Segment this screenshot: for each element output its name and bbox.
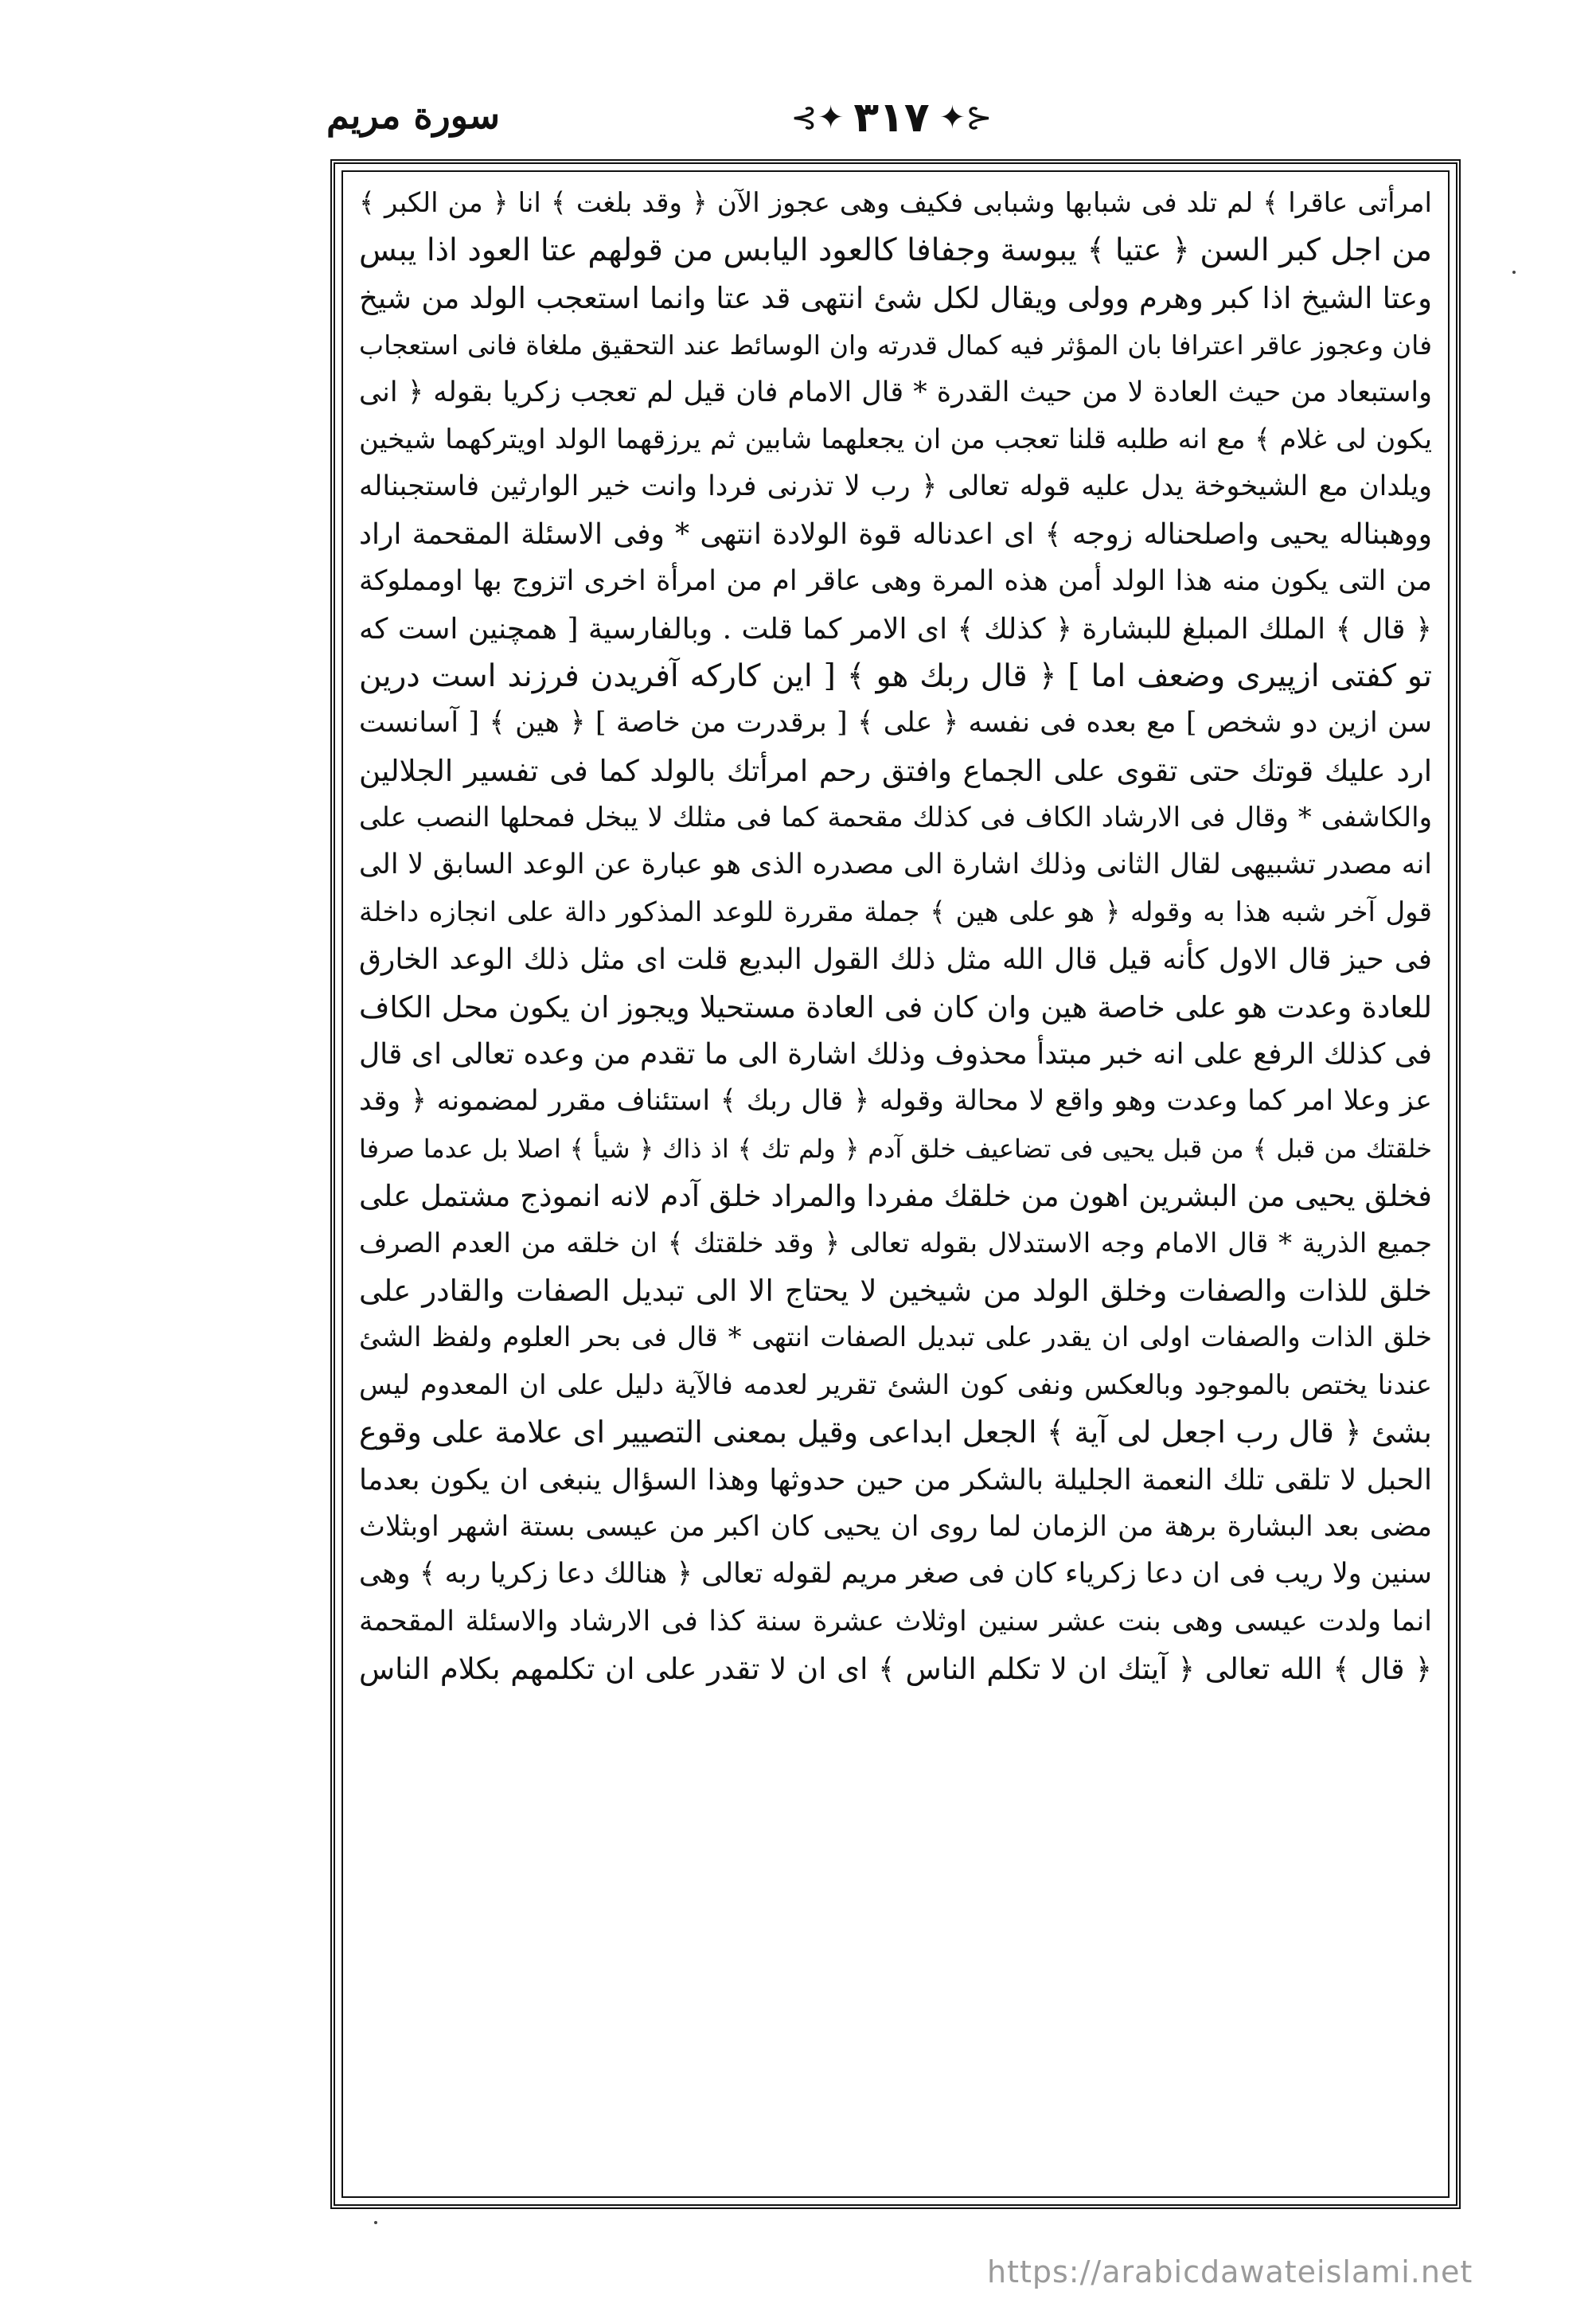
main-text-body (359, 180, 1432, 2188)
text-line: ووهبناله يحيى واصلحناله زوجه ﴾ اى اعدناله قوة الولادة انتهى * وفى الاسئلة المقحمة اراد (359, 517, 1432, 551)
text-line: خلق للذات والصفات وخلق الولد من شيخين لا يحتاج الا الى تبديل الصفات والقادر على (359, 1273, 1432, 1308)
text-line: عز وعلا امر كما وعدت وهو واقع لا محالة وقوله ﴿ قال ربك ﴾ استئناف مقرر لمضمونه ﴿ وقد (359, 1085, 1432, 1118)
text-line: مضى بعد البشارة برهة من الزمان لما روى ان يحيى كان اكبر من عيسى بستة اشهر اوبثلاث (359, 1510, 1432, 1543)
text-line: من اجل كبر السن ﴿ عتيا ﴾ يبوسة وجفافا كالعود اليابس من قولهم عتا العود اذا يبس (359, 232, 1432, 269)
text-line: فى حيز قال الاول كأنه قيل قال الله مثل ذلك القول البديع قلت اى مثل ذلك الوعد الخارق (359, 943, 1432, 977)
text-line: سنين ولا ريب فى ان دعا زكرياء كان فى صغر مريم لقوله تعالى ﴿ هنالك دعا زكريا ربه ﴾ وهى (359, 1558, 1432, 1591)
ornament-right-icon: ✦⊱ (938, 100, 993, 136)
text-frame (330, 159, 1461, 2209)
text-line: امرأتى عاقرا ﴾ لم تلد فى شبابها وشبابى فكيف وهى عجوز الآن ﴿ وقد بلغت ﴾ انا ﴿ من الكبر ﴾ (359, 187, 1432, 219)
ornament-left-icon: ⊰✦ (790, 100, 845, 136)
text-line: بشئ ﴿ قال رب اجعل لى آية ﴾ الجعل ابداعى وقيل بمعنى التصيير اى علامة على وقوع (359, 1415, 1432, 1450)
text-line: تو كفتى ازپيرى وضعف اما ] ﴿ قال ربك هو ﴾ [ اين كاركه آفريدن فرزند است درين (359, 658, 1432, 694)
text-line: انما ولدت عيسى وهى بنت عشر سنين اوثلاث عشرة سنة كذا فى الارشاد والاسئلة المقحمة (359, 1605, 1432, 1637)
text-line: فى كذلك الرفع على انه خبر مبتدأ محذوف وذلك اشارة الى ما تقدم من وعده تعالى اى قال (359, 1038, 1432, 1071)
text-line: عندنا يختص بالموجود وبالعكس ونفى كون الشئ تقرير لعدمه فالآية دليل على ان المعدوم ليس (359, 1368, 1432, 1401)
text-line: يكون لى غلام ﴾ مع انه طلبه قلنا تعجب من ان يجعلهما شابين ثم يرزقهما الولد اويتركهما شيخين (359, 423, 1432, 455)
text-line: والكاشفى * وقال فى الارشاد الكاف فى كذلك مقحمة كما فى مثلك لا يبخل فمحلها النصب على (359, 802, 1432, 834)
text-line: الحبل لا تلقى تلك النعمة الجليلة بالشكر من حين حدوثها وهذا السؤال ينبغى ان يكون بعدما (359, 1463, 1432, 1497)
text-line: من التى يكون منه هذا الولد أمن هذه المرة وهى عاقر ام من امرأة اخرى اتزوج بها اومملوكة (359, 565, 1432, 598)
text-line: جميع الذرية * قال الامام وجه الاستدلال بقوله تعالى ﴿ وقد خلقتك ﴾ ان خلقه من العدم الصرف (359, 1227, 1432, 1259)
text-line: سن ازين دو شخص ] مع بعده فى نفسه ﴿ على ﴾ [ برقدرت من خاصة ] ﴿ هين ﴾ [ آسانست (359, 707, 1432, 740)
page-number-group (790, 94, 992, 142)
text-line: ويلدان مع الشيخوخة يدل عليه قوله تعالى ﴿ رب لا تذرنى فردا وانت خير الوارثين فاستجبناله (359, 470, 1432, 503)
text-line: فخلق يحيى من البشرين اهون من خلقك مفردا والمراد خلق آدم لانه انموذج مشتمل على (359, 1179, 1432, 1214)
page-header (326, 94, 1457, 158)
watermark-url: https://arabicdawateislami.net (987, 2254, 1473, 2289)
surah-title: سورة مريم (326, 94, 501, 137)
text-line: خلقتك من قبل ﴾ من قبل يحيى فى تضاعيف خلق آدم ﴿ ولم تك ﴾ اذ ذاك ﴿ شيأ ﴾ اصلا بل عدما صرفا (359, 1133, 1432, 1164)
text-line: وعتا الشيخ اذا كبر وهرم وولى ويقال لكل شئ انتهى قد عتا وانما استعجب الولد من شيخ (359, 280, 1432, 315)
text-line: ﴿ قال ﴾ الملك المبلغ للبشارة ﴿ كذلك ﴾ اى الامر كما قلت . وبالفارسية [ همچنين است كه (359, 612, 1432, 646)
text-line: للعادة وعدت هو على خاصة هين وان كان فى العادة مستحيلا ويجوز ان يكون محل الكاف (359, 989, 1432, 1025)
scan-speck (1512, 271, 1516, 274)
text-line: ﴿ قال ﴾ الله تعالى ﴿ آيتك ان لا تكلم الناس ﴾ اى ان لا تقدر على ان تكلمهم بكلام الناس (359, 1652, 1432, 1687)
text-line: خلق الذات والصفات اولى ان يقدر على تبديل الصفات انتهى * قال فى بحر العلوم ولفظ الشئ (359, 1321, 1432, 1354)
text-line: فان وعجوز عاقر اعترافا بان المؤثر فيه كمال قدرته وان الوسائط عند التحقيق ملغاة فانى استعجاب (359, 330, 1432, 361)
text-line: انه مصدر تشبيهى لقال الثانى وذلك اشارة الى مصدره الذى هو عبارة عن الوعد السابق لا الى (359, 849, 1432, 881)
page-number: ٣١٧ (853, 94, 930, 142)
scan-speck (374, 2221, 377, 2224)
text-line: قول آخر شبه هذا به وقوله ﴿ هو على هين ﴾ جملة مقررة للوعد المذكور دالة على انجازه داخلة (359, 896, 1432, 928)
text-line: واستبعاد من حيث العادة لا من حيث القدرة * قال الامام فان قيل لم تعجب زكريا بقوله ﴿ انى (359, 376, 1432, 408)
text-line: ارد عليك قوتك حتى تقوى على الجماع وافتق رحم امرأتك بالولد كما فى تفسير الجلالين (359, 753, 1432, 788)
